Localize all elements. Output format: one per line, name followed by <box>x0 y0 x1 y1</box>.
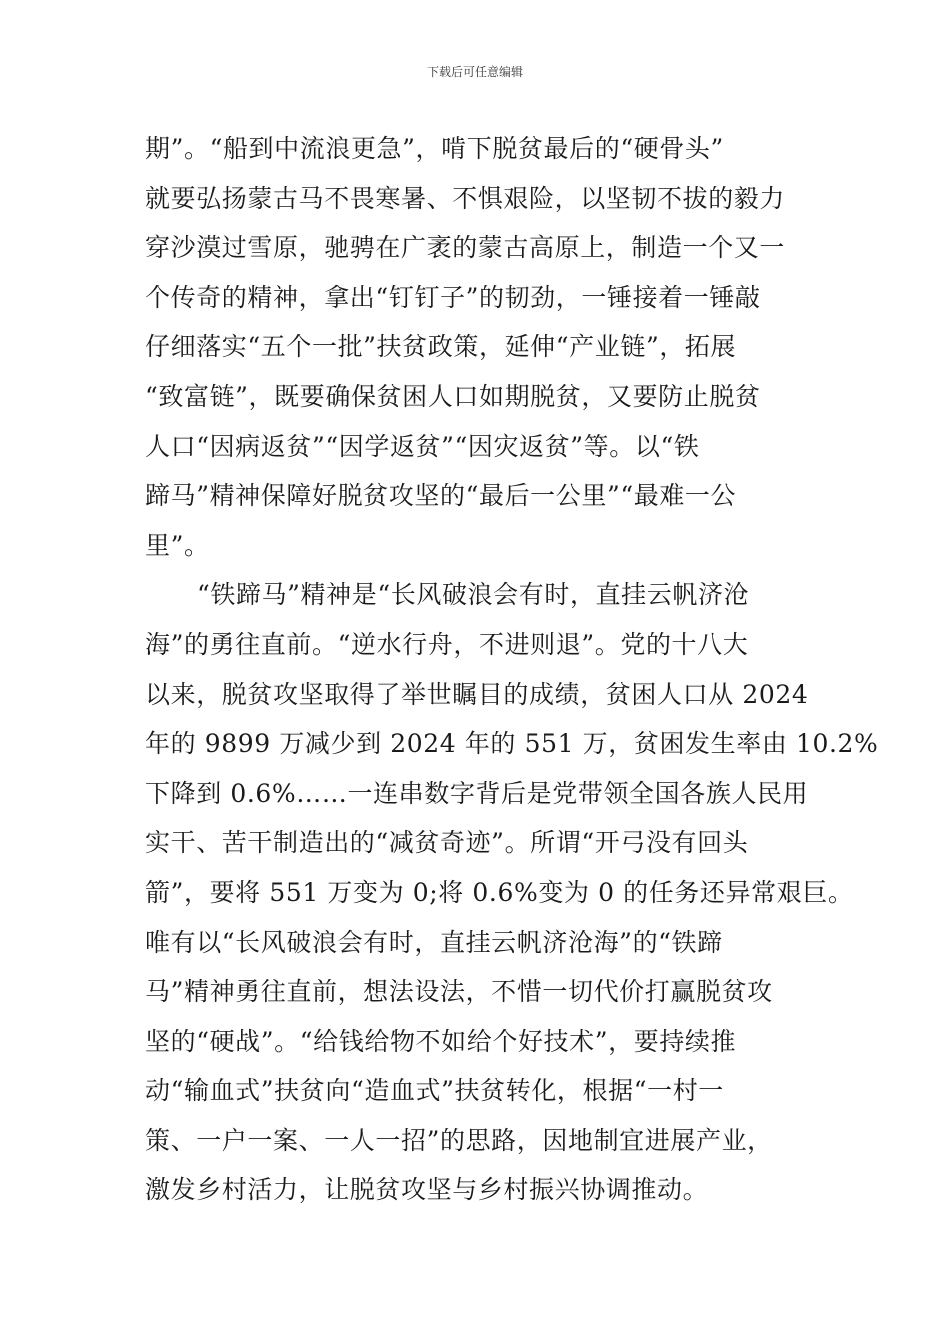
text-line: 实干、苦干制造出的“减贫奇迹”。所谓“开弓没有回头 <box>145 828 749 858</box>
text-line: 蹄马”精神保障好脱贫攻坚的“最后一公里”“最难一公 <box>145 481 737 511</box>
text-line: 马”精神勇往直前，想法设法，不惜一切代价打赢脱贫攻 <box>145 977 773 1007</box>
text-line: 人口“因病返贫”“因学返贫”“因灾返贫”等。以“铁 <box>145 431 700 461</box>
text-line: 里”。 <box>145 530 210 560</box>
text-line: 下降到 0.6%……一连串数字背后是党带领全国各族人民用 <box>145 778 809 808</box>
text-line: 期”。“船到中流浪更急”，啃下脱贫最后的“硬骨头” <box>145 134 724 163</box>
text-line: 唯有以“长风破浪会有时，直挂云帆济沧海”的“铁蹄 <box>145 927 723 957</box>
text-line: 坚的“硬战”。“给钱给物不如给个好技术”，要持续推 <box>145 1026 737 1056</box>
text-line: 动“输血式”扶贫向“造血式”扶贫转化，根据“一村一 <box>145 1076 724 1106</box>
text-line: 箭”，要将 551 万变为 0;将 0.6%变为 0 的任务还异常艰巨。 <box>145 877 854 907</box>
text-line: 激发乡村活力，让脱贫攻坚与乡村振兴协调推动。 <box>145 1175 709 1205</box>
text-line: 海”的勇往直前。“逆水行舟，不进则退”。党的十八大 <box>145 629 749 659</box>
text-line: 穿沙漠过雪原，驰骋在广袤的蒙古高原上，制造一个又一 <box>145 233 786 263</box>
text-line: 以来，脱贫攻坚取得了举世瞩目的成绩，贫困人口从 2024 <box>145 679 809 709</box>
text-line: “致富链”，既要确保贫困人口如期脱贫，又要防止脱贫 <box>145 381 761 411</box>
text-line: 年的 9899 万减少到 2024 年的 551 万，贫困发生率由 10.2% <box>145 729 879 759</box>
text-line: 个传奇的精神，拿出“钉钉子”的韧劲，一锤接着一锤敲 <box>145 282 761 312</box>
page-header: 下载后可任意编辑 <box>426 65 523 79</box>
paragraph <box>145 124 815 570</box>
text-line: 仔细落实“五个一批”扶贫政策，延伸“产业链”，拓展 <box>145 332 737 362</box>
document-body <box>145 124 879 1215</box>
text-line: 就要弘扬蒙古马不畏寒暑、不惧艰险，以坚韧不拔的毅力 <box>145 183 786 213</box>
text-line: 策、一户一案、一人一招”的思路，因地制宜进展产业， <box>145 1125 773 1155</box>
paragraph <box>145 570 879 1215</box>
text-line: “铁蹄马”精神是“长风破浪会有时，直挂云帆济沧 <box>197 580 750 610</box>
